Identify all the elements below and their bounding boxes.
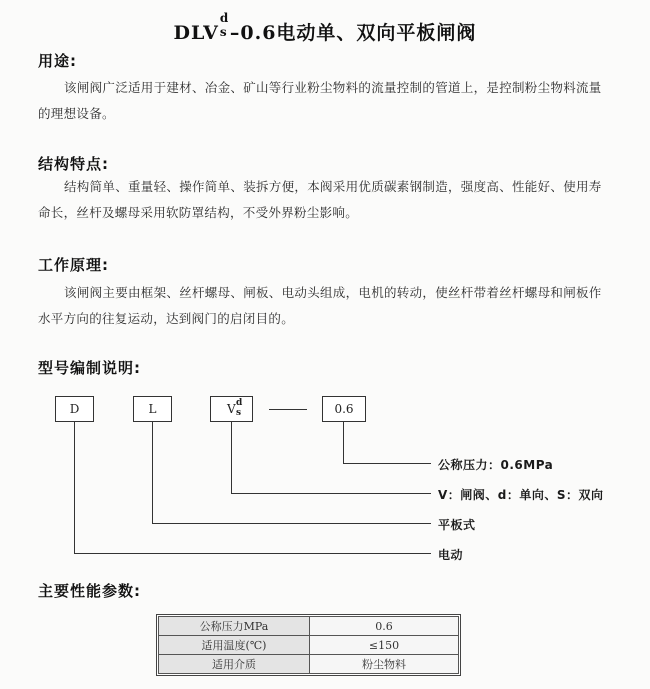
- model-box-pressure-label: 0.6: [334, 402, 354, 416]
- connector-v-h: [231, 493, 431, 494]
- model-box-d-label: D: [69, 402, 80, 416]
- table-row: [159, 655, 459, 674]
- desc-v: V：闸阀、d：单向、S：双向: [438, 488, 604, 502]
- desc-d: 电动: [438, 548, 464, 562]
- model-heading: 型号编制说明:: [38, 359, 141, 377]
- param-value: ≤150: [310, 636, 459, 655]
- principle-text: 该闸阀主要由框架、丝杆螺母、闸板、电动头组成，电机的转动，使丝杆带着丝杆螺母和闸板作水平方向的往复运动，达到阀门的启闭目的。: [38, 285, 602, 326]
- params-table: [158, 616, 459, 674]
- model-box-pressure: [322, 396, 366, 422]
- param-key: 适用温度(℃): [159, 636, 310, 655]
- features-text: 结构简单、重量轻、操作简单、装拆方便，本阀采用优质碳素钢制造，强度高、性能好、使用寿命长，丝杆及螺母采用软防罩结构，不受外界粉尘影响。: [38, 179, 602, 220]
- principle-heading: 工作原理:: [38, 256, 109, 274]
- model-box-v: [210, 396, 253, 422]
- param-key: 适用介质: [159, 655, 310, 674]
- model-box-d: [55, 396, 94, 422]
- title-supsub: [219, 11, 230, 39]
- desc-pressure: 公称压力：0.6MPa: [438, 458, 554, 472]
- title-sub: s: [219, 25, 228, 39]
- model-box-v-sub: s: [236, 408, 242, 418]
- model-box-v-sup: d: [236, 398, 243, 408]
- connector-v-v: [231, 422, 232, 493]
- params-heading: 主要性能参数:: [38, 582, 141, 600]
- connector-d-h: [74, 553, 431, 554]
- param-key: 公称压力MPa: [159, 617, 310, 636]
- desc-l: 平板式: [438, 518, 476, 532]
- connector-l-h: [152, 523, 431, 524]
- table-row: [159, 636, 459, 655]
- features-heading: 结构特点:: [38, 155, 109, 173]
- model-box-l-label: L: [148, 402, 157, 416]
- title-sup: d: [219, 11, 230, 25]
- param-value: 粉尘物料: [310, 655, 459, 674]
- usage-heading: 用途:: [38, 52, 77, 70]
- params-table-frame: [156, 614, 461, 676]
- table-row: [159, 617, 459, 636]
- model-box-v-main: V: [227, 402, 236, 416]
- connector-pressure-h: [343, 463, 431, 464]
- model-box-l: [133, 396, 172, 422]
- usage-text: 该闸阀广泛适用于建材、冶金、矿山等行业粉尘物料的流量控制的管道上，是控制粉尘物料流量的理想设备。: [38, 80, 602, 121]
- page-title: [0, 11, 650, 45]
- connector-d-v: [74, 422, 75, 553]
- connector-l-v: [152, 422, 153, 523]
- param-value: 0.6: [310, 617, 459, 636]
- title-prefix: DLV: [173, 22, 219, 44]
- model-dash: [269, 409, 307, 410]
- connector-pressure-v: [343, 422, 344, 463]
- title-suffix: –0.6电动单、双向平板闸阀: [229, 22, 477, 44]
